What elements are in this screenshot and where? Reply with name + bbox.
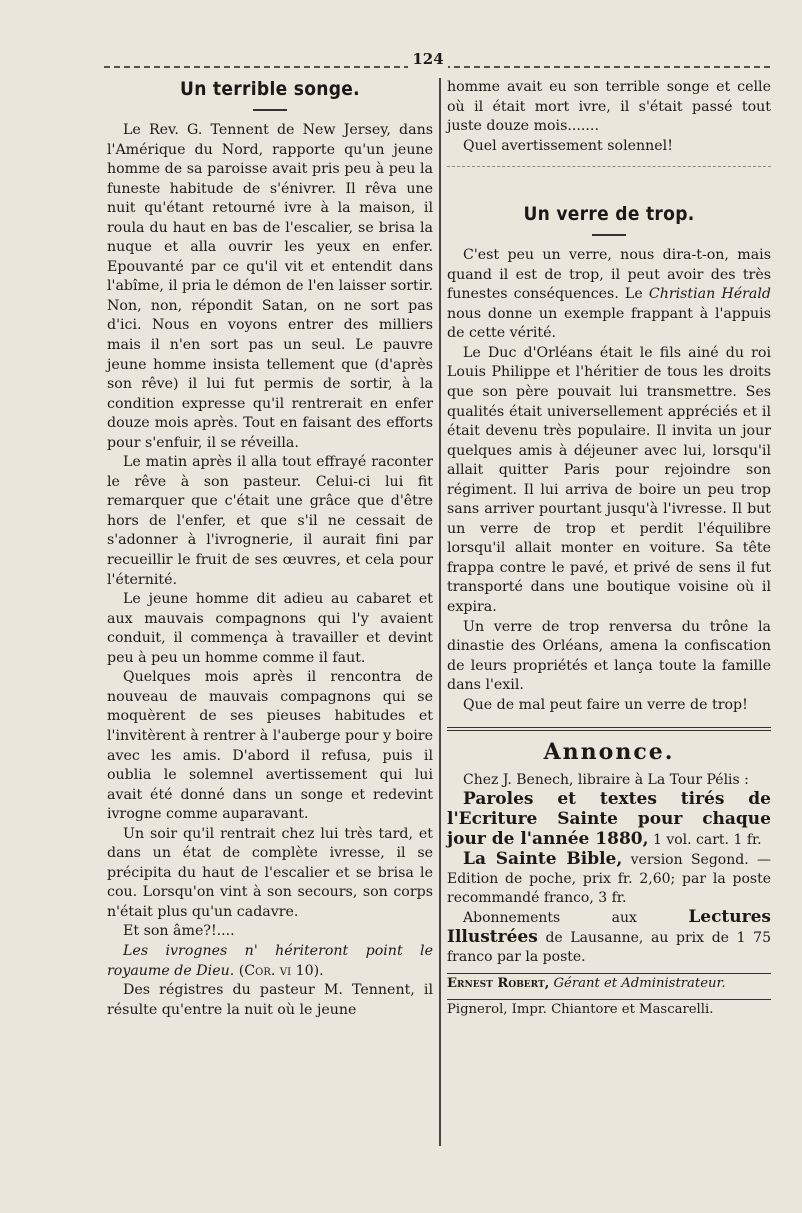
manager-role: Gérant et Administrateur.: [549, 976, 726, 992]
scripture-quote: [107, 942, 433, 981]
publication-name: Lectures Illustrées: [447, 907, 771, 948]
article-paragraph: Un soir qu'il rentrait chez lui très tard, et dans un état de complète ivresse, il se précipita du haut de l'escalier et se brisa le cou. Lorsqu'on vint à son secours, son corps n'était plus qu'un cadavre.: [107, 825, 433, 920]
title-dash: [253, 109, 287, 111]
article-paragraph: Un verre de trop renversa du trône la dinastie des Orléans, amena la confiscation de leurs propriétés et lança toute la famille dans l'exil.: [447, 618, 771, 694]
article-title-verre: Un verre de trop.: [523, 203, 695, 226]
annonce-book-2: [447, 850, 771, 908]
article-continuation: homme avait eu son terrible songe et celle où il était mort ivre, il s'était passé tout juste douze mois.......: [447, 79, 771, 135]
text-run: Abonnements aux: [463, 910, 689, 927]
article-paragraph: Que de mal peut faire un verre de trop!: [463, 696, 748, 713]
manager-name: Ernest Robert,: [447, 976, 550, 992]
footer-printer: Pignerol, Impr. Chiantore et Mascarelli.: [447, 1002, 714, 1018]
quote-reference: (Cor. vi 10).: [238, 962, 324, 979]
article-paragraph: Des régistres du pasteur M. Tennent, il résulte qu'entre la nuit où le jeune: [107, 982, 433, 1018]
annonce-subscription: [447, 908, 771, 967]
annonce-separator: [447, 727, 771, 731]
text-run: de Lausanne, au prix de 1 75 franco par la poste.: [447, 930, 771, 966]
section-separator: [447, 166, 771, 167]
annonce-title: Annonce.: [543, 739, 675, 766]
article-paragraph: Quelques mois après il rencontra de nouveau de mauvais compagnons qui se moquèrent de ses pieuses habitudes et l'invitèrent à rentrer à l'auberge pour y boire avec les amis. D'abord il refusa, puis il oublia le solemnel avertissement qui lui avait été donné dans un songe et redevint ivrogne comme auparavant.: [107, 669, 433, 823]
article-title-songe: Un terrible songe.: [180, 78, 360, 100]
column-divider: [439, 78, 441, 1146]
article-closing: Quel avertissement solennel!: [463, 137, 673, 154]
book-title: Paroles et textes tirés de l'Ecriture Sainte pour chaque jour de l'année 1880,: [447, 789, 771, 850]
annonce-book-1: [447, 790, 771, 850]
page-number: 124: [408, 50, 448, 68]
article-paragraph: Le matin après il alla tout effrayé raconter le rêve à son pasteur. Celui-ci lui fit remarquer que c'était une grâce que d'être hors de l'enfer, et que s'il ne cessait de s'adonner à l'ivrognerie, il aurait fini par recueillir le fruit de ses œuvres, et cela pour l'éternité.: [107, 454, 433, 588]
publication-name: Christian Hérald: [648, 286, 771, 303]
title-dash: [592, 234, 626, 236]
text-run: C'est peu un verre, nous dira-t-on, mais quand il est de trop, il peut avoir des très funestes conséquences. Le: [447, 247, 771, 303]
article-paragraph: [447, 246, 771, 344]
footer-manager: [447, 974, 771, 993]
right-column: [447, 78, 771, 1019]
book-details: version Segond. — Edition de poche, prix fr. 2,60; par la poste recommandé franco, 3 fr.: [447, 852, 771, 907]
article-paragraph: Le Rev. G. Tennent de New Jersey, dans l'Amérique du Nord, rapporte qu'un jeune homme de sa paroisse avait pris peu à peu la funeste habitude de s'énivrer. Il rêva une nuit qu'étant retourné ivre à la maison, il roula du haut en bas de l'escalier, se brisa la nuque et alla ouvrir les yeux en enfer. Epouvanté par ce qu'il vit et entendit dans l'abîme, il pria le démon de l'en laisser sortir. Non, non, répondit Satan, on ne sort pas d'ici. Nous en voyons entrer des milliers mais il n'en sort pas un seul. Le pauvre jeune homme insista tellement que (d'après son rêve) il lui fut permis de sortir, à la condition expresse qu'il rentrerait en enfer douze mois après. Tout en faisant des efforts pour s'enfuir, il se réveilla.: [107, 122, 433, 451]
text-run: nous donne un exemple frappant à l'appuis de cette vérité.: [447, 305, 771, 342]
book-details: 1 vol. cart. 1 fr.: [648, 832, 762, 849]
article-paragraph: Et son âme?!....: [123, 923, 235, 940]
book-title: La Sainte Bible,: [463, 849, 623, 870]
article-paragraph: Le Duc d'Orléans était le fils ainé du roi Louis Philippe et l'héritier de tous les droits que son père pouvait lui transmettre. Ses qualités était universellement appréciés et il était devenu très populaire. Il invita un jour quelques amis à déjeuner avec lui, lorsqu'il allait quitter Paris pour rejoindre son régiment. Il lui arriva de boire un peu trop sans arriver pourtant jusqu'à l'ivresse. Il but un verre de trop et perdit l'équilibre lorsqu'il allait monter en voiture. Sa tête frappa contre le pavé, et privé de sens il fut transporté dans une boutique voisine où il expira.: [447, 344, 771, 616]
annonce-intro: Chez J. Benech, libraire à La Tour Pélis :: [463, 772, 749, 789]
article-paragraph: Le jeune homme dit adieu au cabaret et aux mauvais compagnons qui l'y avaient conduit, il commença à travailler et devint peu à peu un homme comme il faut.: [107, 591, 433, 666]
left-column: [107, 78, 433, 1020]
quote-text: Les ivrognes n' hériteront point le royaume de Dieu.: [107, 942, 433, 979]
